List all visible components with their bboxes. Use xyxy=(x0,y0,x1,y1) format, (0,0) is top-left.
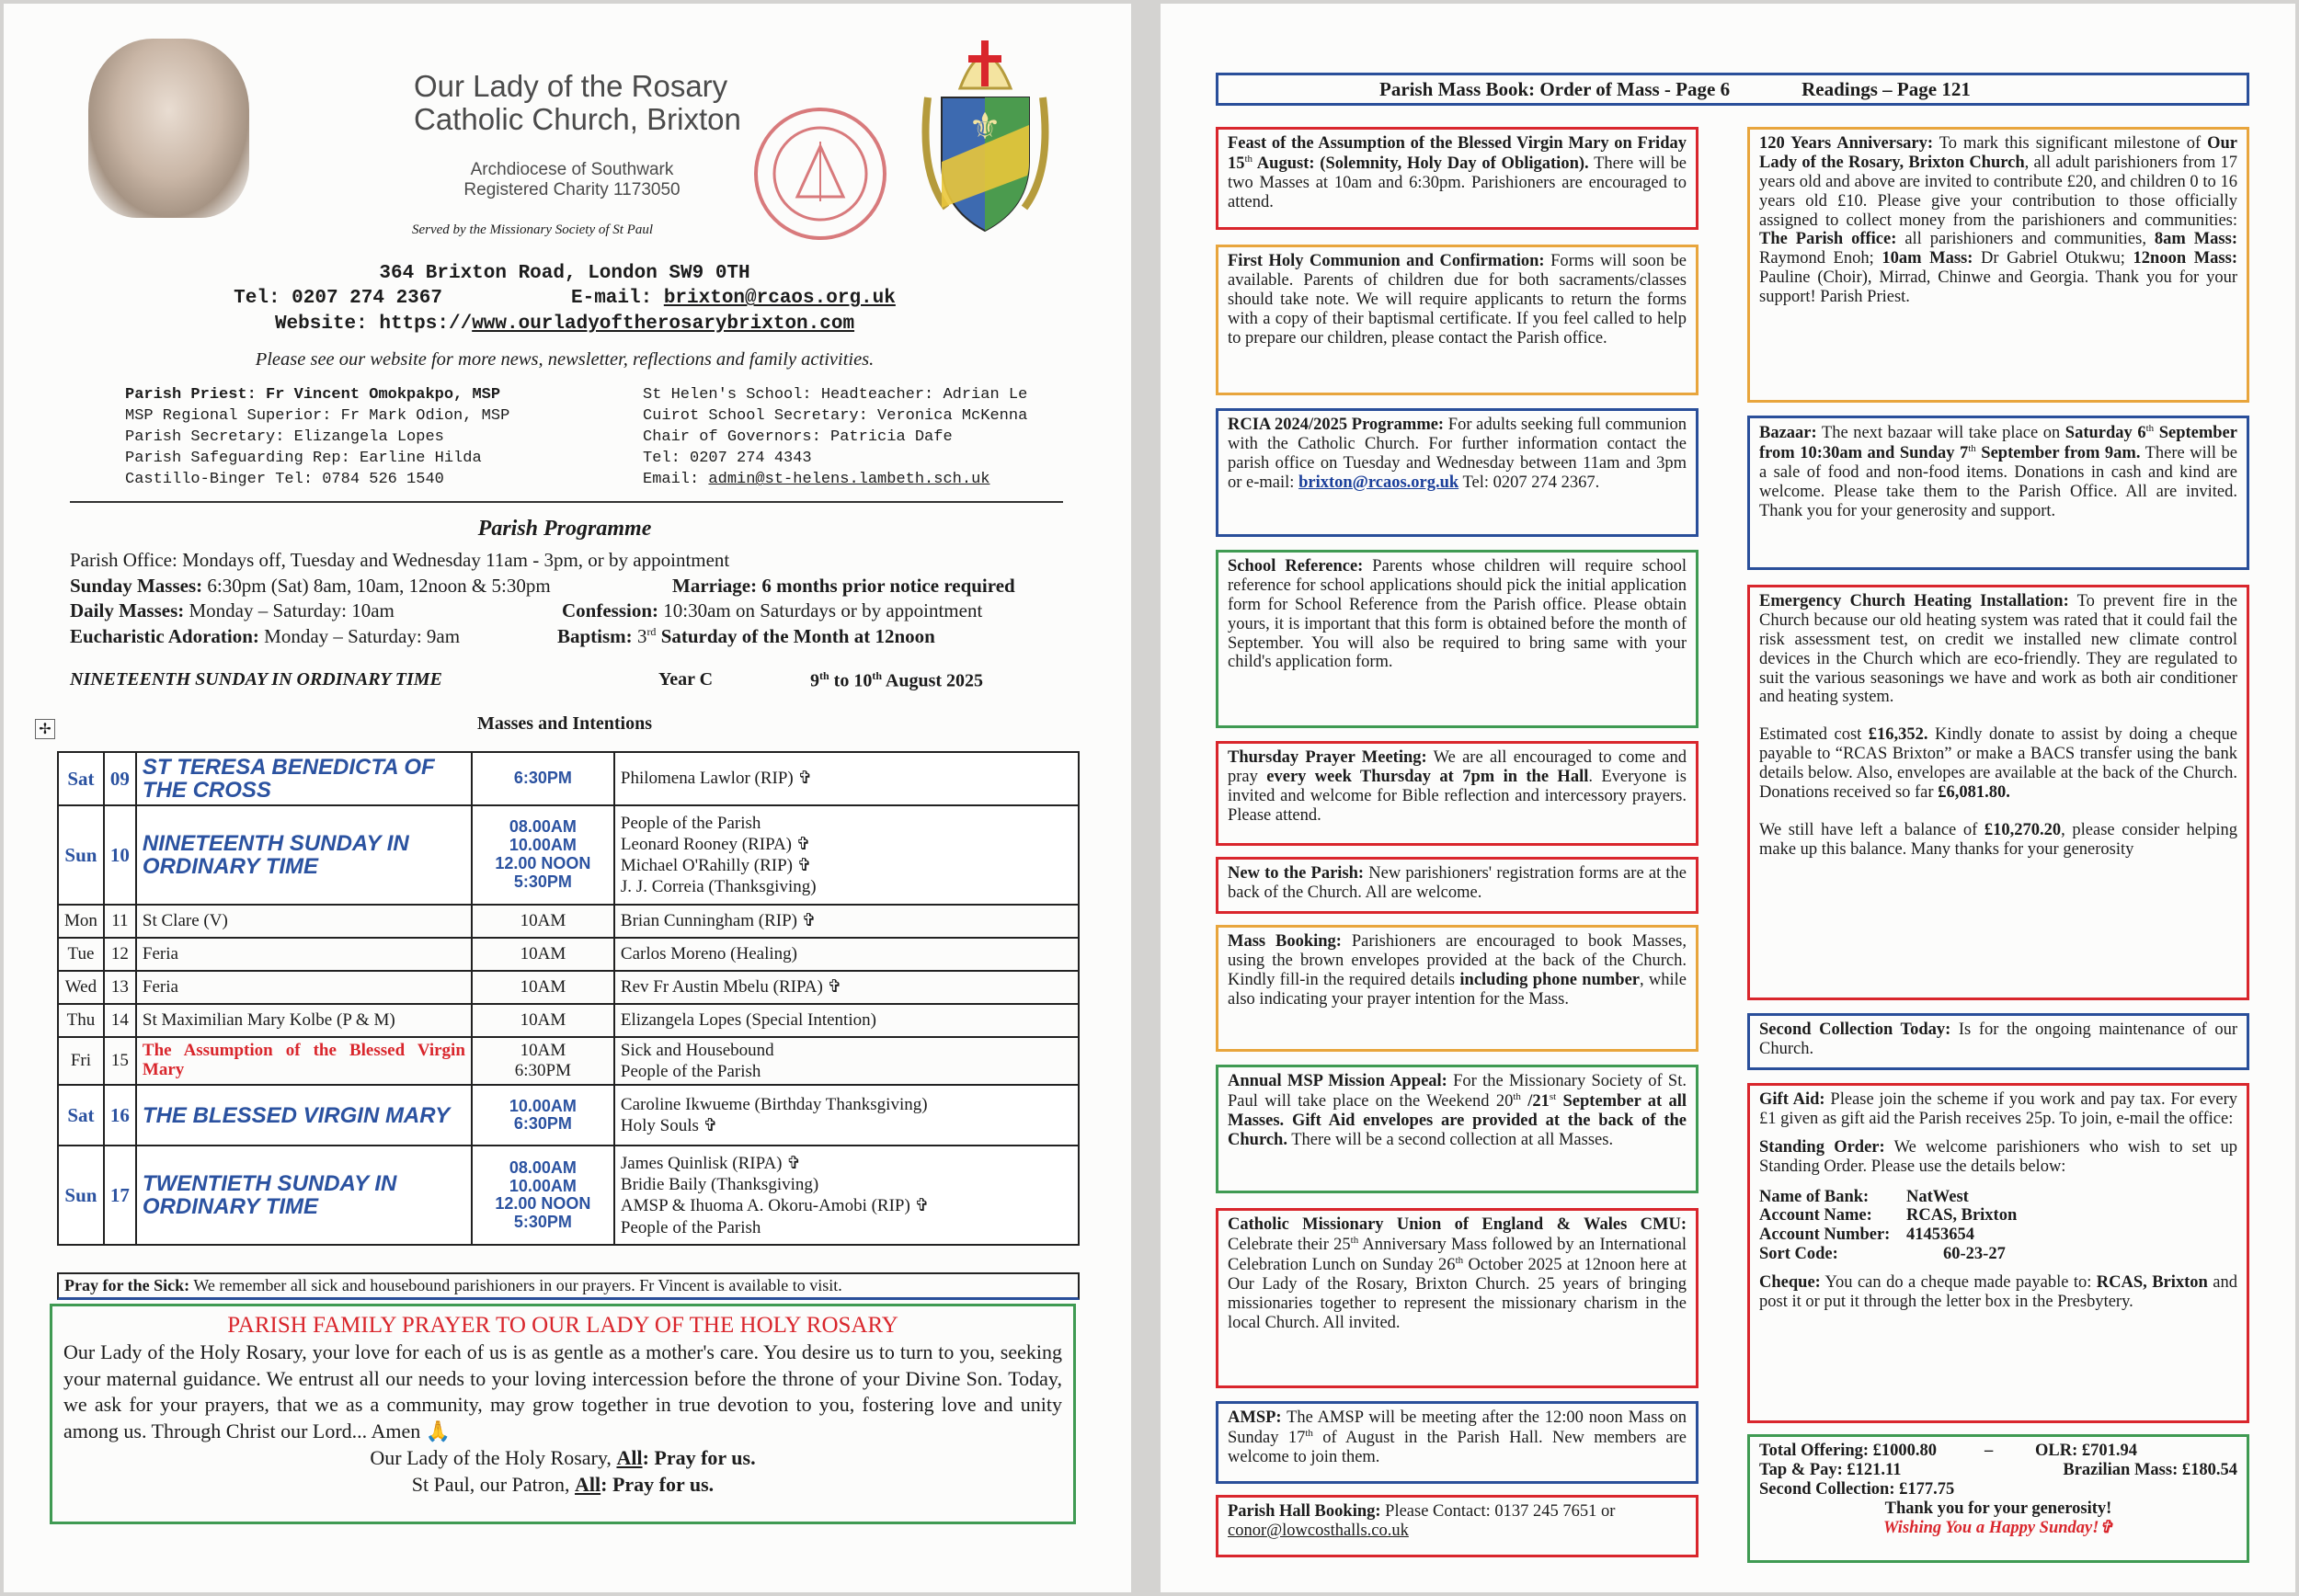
mass-intention: People of the Parish xyxy=(620,1217,761,1237)
mass-time: 10.00AM xyxy=(509,1096,577,1115)
notice-msp-appeal: Annual MSP Mission Appeal: For the Missionary Society of St. Paul will take place on the Weekend 20th /21st September at all Masses. Gift Aid envelopes are provided at the back of the Church. There will be a second collection at all Masses. xyxy=(1216,1065,1699,1193)
mass-row xyxy=(58,938,1079,971)
mass-times xyxy=(472,1146,614,1245)
staff-safeguarding-tel: Castillo-Binger Tel: 0784 526 1540 xyxy=(125,471,444,489)
bank-field-label: Name of Bank: xyxy=(1759,1187,1870,1206)
pray-for-sick xyxy=(57,1272,1080,1300)
address: 364 Brixton Road, London SW9 0TH xyxy=(379,263,750,284)
notice-anniversary: 120 Years Anniversary: To mark this significant milestone of Our Lady of the Rosary, Brixton Church, all adult parishioners from 17 years old and above are invited to contribute £20, and children 0 to 16 years old £10. Please give your contribution to those officially assigned to collect money from the parishioners and communities: The Parish office: all parishioners and communities, 8am Mass: Raymond Enoh; 10am Mass: Dr Gabriel Otukwu; 12noon Mass: Pauline (Choir), Mirrad, Chinwe and Georgia. Thank you for your support! Parish Priest. xyxy=(1747,127,2249,403)
school-tel: Tel: 0207 274 4343 xyxy=(643,450,812,468)
school-headteacher: St Helen's School: Headteacher: Adrian Le xyxy=(643,386,1028,404)
sick-text: We remember all sick and housebound parishioners in our prayers. Fr Vincent is available to visit. xyxy=(193,1276,842,1294)
sunday-title: NINETEENTH SUNDAY IN ORDINARY TIME xyxy=(70,669,442,690)
bank-row xyxy=(1759,1245,2237,1264)
mass-intention: People of the Parish xyxy=(620,1062,761,1082)
mass-intention: Michael O'Rahilly (RIP) ✞ xyxy=(620,856,812,875)
mass-intention: Sick and Housebound xyxy=(620,1041,774,1060)
mass-row xyxy=(58,971,1079,1004)
mass-time: 10.00AM xyxy=(509,1176,577,1195)
mass-row xyxy=(58,752,1079,805)
prayer-response-1: Our Lady of the Holy Rosary, All: Pray for us. xyxy=(370,1446,756,1470)
mass-intentions xyxy=(614,752,1079,805)
mass-date: 17 xyxy=(104,1146,136,1245)
mass-intentions xyxy=(614,1085,1079,1146)
mass-date: 11 xyxy=(104,905,136,938)
notice-new-parishioners: New to the Parish: New parishioners' registration forms are at the back of the Church. All are welcome. xyxy=(1216,857,1699,914)
mass-time: 10AM xyxy=(520,911,566,930)
date-range: 9th to 10th August 2025 xyxy=(810,669,984,691)
happy-sunday: Wishing You a Happy Sunday!✞ xyxy=(1883,1518,2113,1537)
mass-intentions xyxy=(614,905,1079,938)
mass-row xyxy=(58,805,1079,905)
notice-bazaar: Bazaar: The next bazaar will take place on Saturday 6th September from 10:30am and Sunday 7th September from 9am. There will be a sale of food and non-food items. Donations in cash and kind are welcome. Please take them to the Parish Office. All are invited. Thank you for your generosity and support. xyxy=(1747,416,2249,570)
family-prayer-box xyxy=(50,1304,1076,1524)
table-move-handle[interactable]: ✢ xyxy=(35,719,55,739)
mass-day: Sat xyxy=(58,1085,104,1146)
mass-celebration: Feria xyxy=(136,938,472,971)
mass-date: 13 xyxy=(104,971,136,1004)
prayer-response-2: St Paul, our Patron, All: Pray for us. xyxy=(411,1472,715,1496)
our-lady-image xyxy=(88,39,249,218)
staff-regional-superior: MSP Regional Superior: Fr Mark Odion, MSP xyxy=(125,407,510,426)
see-website-note: Please see our website for more news, newsletter, reflections and family activities. xyxy=(255,349,875,370)
notice-thursday-prayer: Thursday Prayer Meeting: We are all encouraged to come and pray every week Thursday at 7pm in the Hall. Everyone is invited and welcome for Bible reflection and intercessory prayers. Please attend. xyxy=(1216,741,1699,846)
mass-row xyxy=(58,1085,1079,1146)
mass-time: 5:30PM xyxy=(513,872,572,891)
mass-date: 16 xyxy=(104,1085,136,1146)
mass-celebration: TWENTIETH SUNDAY IN ORDINARY TIME xyxy=(136,1146,472,1245)
offering-summary: Total Offering: £1000.80 – OLR: £701.94 Tap & Pay: £121.11 Brazilian Mass: £180.54 Second Collection: £177.75 Thank you for your generosity! Wishing You a Happy Sunday!✞ xyxy=(1747,1434,2249,1563)
thanks: Thank you for your generosity! xyxy=(1884,1499,2112,1518)
hall-email-link[interactable]: conor@lowcosthalls.co.uk xyxy=(1228,1521,1409,1540)
mass-intention: Brian Cunningham (RIP) ✞ xyxy=(620,911,817,931)
notice-cmu: Catholic Missionary Union of England & Wales CMU: Celebrate their 25th Anniversary Mass followed by an International Celebration Lunch on Sunday 26th October 2025 at 12noon here at Our Lady of the Rosary, Brixton Church. 25 years of bringing missionaries together to represent the missionary charism in the local Church. All invited. xyxy=(1216,1208,1699,1388)
mass-time: 10AM xyxy=(520,977,566,997)
mass-day: Sun xyxy=(58,1146,104,1245)
staff-secretary: Parish Secretary: Elizangela Lopes xyxy=(125,428,444,447)
mass-time: 5:30PM xyxy=(513,1213,572,1232)
mass-row xyxy=(58,1146,1079,1245)
praying-hands-icon: 🙏 xyxy=(425,1419,452,1443)
mass-time: 12.00 NOON xyxy=(495,854,591,872)
bank-field-label: Account Name: xyxy=(1759,1206,1872,1226)
mass-day: Wed xyxy=(58,971,104,1004)
mass-times xyxy=(472,805,614,905)
mass-date: 09 xyxy=(104,752,136,805)
notice-heating: Emergency Church Heating Installation: To prevent fire in the Church because our old heating system was rated that it could fail the risk assessment test, on credit we installed new climate control devices in the Church which are eco-friendly. They are regulated to suit the various seasonings we have and work as both air conditioner and heating system. Estimated cost £16,352. Kindly donate to assist by doing a cheque payable to “RCAS Brixton” or make a BACS transfer using the bank details below. Also, envelopes are available at the back of the Church. Donations received so far £6,081.80. We still have left a balance of £10,270.20, please consider helping make up this balance. Many thanks for your generosity xyxy=(1747,585,2249,1000)
tap-pay: Tap & Pay: £121.11 xyxy=(1759,1460,1902,1479)
liturgical-year: Year C xyxy=(658,669,714,690)
mass-time: 6:30PM xyxy=(513,1114,572,1134)
coat-of-arms-logo xyxy=(909,24,1061,235)
mass-intention: Caroline Ikwueme (Birthday Thanksgiving) xyxy=(620,1095,928,1115)
bank-row xyxy=(1759,1206,2237,1226)
bank-field-value: 41453654 xyxy=(1906,1226,1974,1245)
mass-date: 10 xyxy=(104,805,136,905)
right-page xyxy=(1161,4,2295,1592)
mass-celebration: NINETEENTH SUNDAY IN ORDINARY TIME xyxy=(136,805,472,905)
church-name-line-2: Catholic Church, Brixton xyxy=(414,101,741,136)
mass-time: 08.00AM xyxy=(509,1157,577,1177)
mass-intention: J. J. Correia (Thanksgiving) xyxy=(620,877,817,897)
mass-times xyxy=(472,1037,614,1085)
mass-celebration: Feria xyxy=(136,971,472,1004)
notice-amsp: AMSP: The AMSP will be meeting after the 12:00 noon Mass on Sunday 17th of August in the Parish Hall. New members are welcome to join them. xyxy=(1216,1401,1699,1484)
second-collection-amount: Second Collection: £177.75 xyxy=(1759,1479,1955,1499)
readings-ref: Readings – Page 121 xyxy=(1801,78,1971,100)
sunday-masses: 6:30pm (Sat) 8am, 10am, 12noon & 5:30pm xyxy=(207,574,551,597)
mass-date: 12 xyxy=(104,938,136,971)
sick-label: Pray for the Sick: xyxy=(64,1276,190,1294)
mass-intentions xyxy=(614,805,1079,905)
mass-time: 6:30PM xyxy=(514,1061,572,1081)
mass-time: 10AM xyxy=(520,944,566,963)
mass-celebration: St Clare (V) xyxy=(136,905,472,938)
mass-time: 6:30PM xyxy=(513,769,572,788)
msp-seal-logo xyxy=(751,105,889,243)
mass-day: Sun xyxy=(58,805,104,905)
mass-intention: AMSP & Ihuoma A. Okoru-Amobi (RIP) ✞ xyxy=(620,1196,930,1216)
divider xyxy=(70,501,1063,503)
mass-day: Thu xyxy=(58,1004,104,1037)
charity-number: Registered Charity 1173050 xyxy=(463,179,681,200)
mass-intention: Leonard Rooney (RIPA) ✞ xyxy=(620,834,811,854)
notice-first-communion: First Holy Communion and Confirmation: Forms will soon be available. Parents of children due for both sacraments/classes should take note. We will require applicants to return the forms with a copy of their baptismal certificate. If you feel called to help to prepare our children, please contact the Parish office. xyxy=(1216,245,1699,395)
rcia-email-link[interactable]: brixton@rcaos.org.uk xyxy=(1298,473,1459,492)
confession-label: Confession: xyxy=(562,599,659,622)
baptism: Saturday of the Month at 12noon xyxy=(656,625,935,648)
mass-book-header xyxy=(1216,73,2249,106)
marriage: 6 months prior notice required xyxy=(761,574,1015,597)
notice-hall-booking: Parish Hall Booking: Please Contact: 0137 245 7651 or conor@lowcosthalls.co.uk xyxy=(1216,1495,1699,1557)
bank-field-value: NatWest xyxy=(1906,1187,1969,1206)
school-chair: Chair of Governors: Patricia Dafe xyxy=(643,428,953,447)
brazilian-mass: Brazilian Mass: £180.54 xyxy=(2063,1460,2237,1479)
school-email-label: Email: xyxy=(643,471,700,489)
archdiocese: Archdiocese of Southwark xyxy=(470,160,674,179)
email-label: E-mail: xyxy=(570,288,653,310)
bank-row xyxy=(1759,1226,2237,1245)
mass-intention: Rev Fr Austin Mbelu (RIPA) ✞ xyxy=(620,977,842,998)
notice-second-collection: Second Collection Today: Is for the ongoing maintenance of our Church. xyxy=(1747,1013,2249,1070)
adoration: Monday – Saturday: 9am xyxy=(264,625,461,648)
mass-intentions xyxy=(614,971,1079,1004)
mass-celebration: ST TERESA BENEDICTA OF THE CROSS xyxy=(136,752,472,805)
mass-date: 14 xyxy=(104,1004,136,1037)
bank-field-value: RCAS, Brixton xyxy=(1906,1206,2018,1226)
mass-times xyxy=(472,1085,614,1146)
daily-masses: Monday – Saturday: 10am xyxy=(189,599,395,622)
school-secretary: Cuirot School Secretary: Veronica McKenna xyxy=(643,407,1028,426)
olr-offering: OLR: £701.94 xyxy=(2035,1442,2137,1460)
website-link[interactable]: www.ourladyoftherosarybrixton.com xyxy=(472,313,855,335)
notice-mass-booking: Mass Booking: Parishioners are encouraged to book Masses, using the brown envelopes provided at the back of the Church. Kindly fill-in the required details including phone number, while also indicating your prayer intention for the Mass. xyxy=(1216,925,1699,1052)
mass-time: 10AM xyxy=(520,1041,566,1061)
mass-times xyxy=(472,905,614,938)
prayer-body: Our Lady of the Holy Rosary, your love for each of us is as gentle as a mother's care. You desire us to turn to you, seeking your maternal guidance. We entrust all our needs to your loving intercession before the throne of your Divine Son. Today, we ask for your prayers, that we as a community, may grow together in true devotion to you, fostering love and unity among us. Through Christ our Lord... Amen 🙏 xyxy=(63,1340,1062,1443)
mass-intention: James Quinlisk (RIPA) ✞ xyxy=(620,1154,802,1173)
mass-intention: Philomena Lawlor (RIP) ✞ xyxy=(620,769,813,789)
mass-row xyxy=(58,905,1079,938)
staff-safeguarding: Parish Safeguarding Rep: Earline Hilda xyxy=(125,450,482,468)
notice-gift-aid: Gift Aid: Please join the scheme if you work and pay tax. For every £1 given as gift aid the Parish receives 25p. To join, e-mail the office: Standing Order: We welcome parishioners who wish to set up Standing Order. Please use the details below: Name of Bank: NatWest Account Name: RCAS, Brixton Account Number: 41453654 Sort Code: 60-23-27 Cheque: You can do a cheque made payable to: RCAS, Brixton and post it or put it through the letter box in the Presbytery. xyxy=(1747,1083,2249,1423)
mass-intentions xyxy=(614,938,1079,971)
baptism-label: Baptism: xyxy=(557,625,633,648)
notice-school-reference: School Reference: Parents whose children will require school reference for school applications should pick the initial application form for School Reference from the Parish office. Please obtain yours, it is important that this form is obtained before the month of September. You will also be required to bring same with your child's application form. xyxy=(1216,550,1699,728)
bank-field-value: 60-23-27 xyxy=(1943,1245,2006,1264)
mass-times xyxy=(472,971,614,1004)
mass-times xyxy=(472,1004,614,1037)
mass-day: Tue xyxy=(58,938,104,971)
notice-rcia: RCIA 2024/2025 Programme: For adults seeking full communion with the Catholic Church. For further information contact the parish office on Tuesday and Wednesday between 11am and 3pm or e-mail: brixton@rcaos.org.uk Tel: 0207 274 2367. xyxy=(1216,408,1699,537)
mass-date: 15 xyxy=(104,1037,136,1085)
mass-celebration: The Assumption of the Blessed Virgin Mary xyxy=(136,1037,472,1085)
mass-row xyxy=(58,1037,1079,1085)
mass-time: 10.00AM xyxy=(509,836,577,855)
mass-celebration: THE BLESSED VIRGIN MARY xyxy=(136,1085,472,1146)
mass-intentions xyxy=(614,1037,1079,1085)
email-link[interactable]: brixton@rcaos.org.uk xyxy=(663,288,896,310)
served-by: Served by the Missionary Society of St Paul xyxy=(412,222,654,237)
mass-times xyxy=(472,938,614,971)
website-label: Website: https:// xyxy=(274,313,473,335)
mass-day: Fri xyxy=(58,1037,104,1085)
mass-intentions xyxy=(614,1004,1079,1037)
mass-day: Mon xyxy=(58,905,104,938)
notice-assumption: Feast of the Assumption of the Blessed Virgin Mary on Friday 15th August: (Solemnity, Holy Day of Obligation). There will be two Masses at 10am and 6:30pm. Parishioners are encouraged to attend. xyxy=(1216,127,1699,230)
programme-title: Parish Programme xyxy=(477,517,652,541)
adoration-label: Eucharistic Adoration: xyxy=(70,625,259,648)
confession: 10:30am on Saturdays or by appointment xyxy=(663,599,983,622)
daily-masses-label: Daily Masses: xyxy=(70,599,185,622)
office-hours: Parish Office: Mondays off, Tuesday and Wednesday 11am - 3pm, or by appointment xyxy=(70,549,730,571)
mass-day: Sat xyxy=(58,752,104,805)
staff-parish-priest: Parish Priest: Fr Vincent Omokpakpo, MSP xyxy=(125,386,501,404)
church-name-line-1: Our Lady of the Rosary xyxy=(414,69,728,103)
mass-intention: Bridie Baily (Thanksgiving) xyxy=(620,1175,819,1195)
order-of-mass-ref: Parish Mass Book: Order of Mass - Page 6 xyxy=(1379,78,1731,100)
bank-field-label: Account Number: xyxy=(1759,1226,1891,1245)
left-page: Our Lady of the Rosary Catholic Church, Brixton Archdiocese of Southwark Registered Charity 1173050 ⚜ Served by the Missionary Society of St Paul 364 Brixton Road, London SW9 0TH Tel: 0207 274 2367 E-mail: brixton@rcaos.org.uk Website: https://www.ourladyoftherosarybrixton.com Please see our website for more news, newsletter, reflections and family activities. Parish Priest: Fr Vincent Omokpakpo, MSP MSP Regional Superior: Fr Mark Odion, MSP Parish Secretary: Elizangela Lopes Parish Safeguarding Rep: Earline Hilda Castillo-Binger Tel: 0784 526 1540 St Helen's School: Headteacher: Adrian Le Cuirot School Secretary: Veronica McKenna Chair of Governors: Patricia Dafe Tel: 0207 274 4343 Email: admin@st-helens.lambeth.sch.uk Parish Programme Parish Office: Mondays off, Tuesday and Wednesday 11am - 3pm, or by appointment Sunday Masses: 6:30pm (Sat) 8am, 10am, 12noon & 5:30pm Marriage: 6 months prior notice required Daily Masses: Monday – Saturday: 10am Confession: 10:30am on Saturdays or by appointment Eucharistic Adoration: Monday – Saturday: 9am Baptism: 3rd Saturday of the Month at 12noon NINETEENTH SUNDAY IN ORDINARY TIME Year C 9th to 10th August 2025 ✢ Masses and Intentions Sat 09 ST TERESA BENEDICTA OF THE CROSS 6:30PM Philomena Lawlor (RIP) ✞ Sun 10 NINETEENTH SUNDAY IN ORDINARY TIME 08.00AM 10.00AM 12.00 NOON 5:30PM People of the Parish Leonard Rooney (RIPA) ✞ Michael O'Rahilly (RIP) ✞ J. J. Correia (Thanksgiving) Mon 11 St Clare (V) 10AM Brian Cunningham (RIP) ✞ Tue 12 Feria 10AM Carlos Moreno (Healing) Wed 13 Feria 10AM Rev Fr Austin Mbelu (RIPA) ✞ Thu 14 St Maximilian Mary Kolbe (P & M) 10AM Elizangela Lopes (Special Intention) Fri 15 The Assumption of the Blessed Virgin Mary 10AM 6:30PM Sick and Housebound People of the Parish Sat 16 THE BLESSED VIRGIN MARY 10.00AM 6:30PM Caroline Ikwueme (Birthday Thanksgiving) Holy Souls ✞ Sun 17 TWENTIETH SUNDAY IN ORDINARY TIME 08.00AM 10.00AM 12.00 NOON 5:30PM James Quinlisk (RIPA) ✞ Bridie Baily (Thanksgiving) AMSP & Ihuoma A. Okoru-Amobi (RIP) ✞ People of the Parish Pray for the Sick: We remember all sick and housebound parishioners in our prayers. Fr Vincent is available to visit. PARISH FAMILY PRAYER TO OUR LADY OF THE HOLY ROSARY Our Lady of the Holy Rosary, your love for each of us is as gentle as a mother's care. You desire us to turn to you, seeking your maternal guidance. We entrust all our needs to your loving intercession before the throne of your Divine Son. Today, we ask for your prayers, that we as a community, may grow together in true devotion to you, fostering love and unity among us. Through Christ our Lord... Amen 🙏 Our Lady of the Holy Rosary, All: Pray for us. St Paul, our Patron, All: Pray for us. xyxy=(4,4,1131,1592)
mass-time: 12.00 NOON xyxy=(495,1194,591,1214)
phone: Tel: 0207 274 2367 xyxy=(234,288,442,310)
bank-row xyxy=(1759,1188,2237,1207)
mass-intention: Holy Souls ✞ xyxy=(620,1116,718,1136)
mass-celebration: St Maximilian Mary Kolbe (P & M) xyxy=(136,1004,472,1037)
masses-title: Masses and Intentions xyxy=(476,713,653,734)
mass-row xyxy=(58,1004,1079,1037)
bank-field-label: Sort Code: xyxy=(1759,1245,1838,1264)
bank-details xyxy=(1759,1188,2237,1265)
mass-intentions xyxy=(614,1146,1079,1245)
total-offering: Total Offering: £1000.80 xyxy=(1759,1442,1938,1460)
sunday-masses-label: Sunday Masses: xyxy=(70,574,203,597)
mass-times xyxy=(472,752,614,805)
svg-text:⚜: ⚜ xyxy=(968,106,1001,148)
prayer-title: PARISH FAMILY PRAYER TO OUR LADY OF THE HOLY ROSARY xyxy=(227,1313,898,1338)
mass-time: 08.00AM xyxy=(509,817,577,837)
mass-time: 10AM xyxy=(520,1010,566,1030)
mass-intention: Elizangela Lopes (Special Intention) xyxy=(620,1010,876,1031)
baptism-day: 3 xyxy=(636,625,647,648)
mass-intention: Carlos Moreno (Healing) xyxy=(620,944,797,964)
mass-intention: People of the Parish xyxy=(620,813,761,833)
school-email-link[interactable]: admin@st-helens.lambeth.sch.uk xyxy=(708,471,990,489)
masses-table xyxy=(57,751,1080,1246)
marriage-label: Marriage: xyxy=(672,574,758,597)
